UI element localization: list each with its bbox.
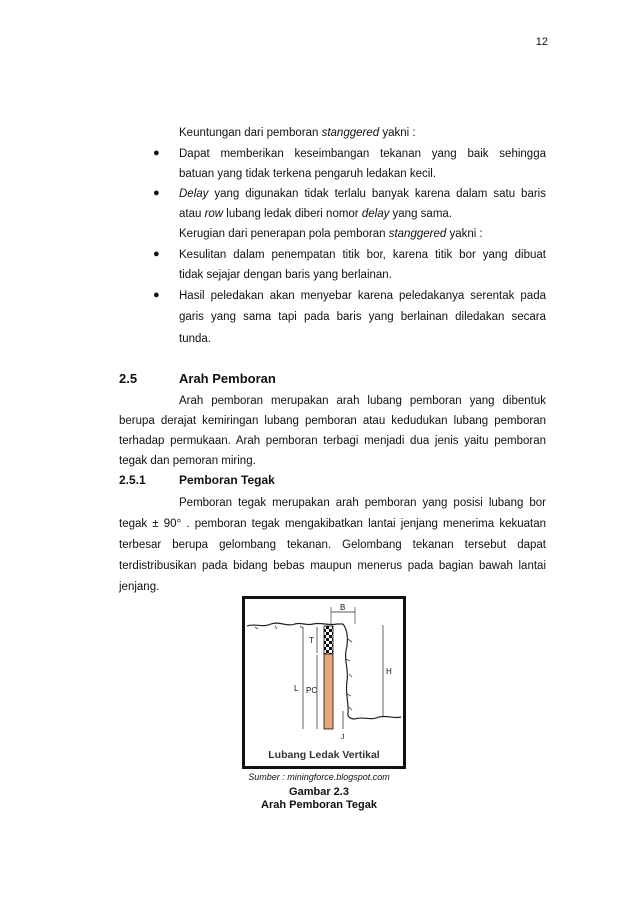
bullet2-line2 <box>179 206 452 222</box>
text: yakni : <box>446 228 483 240</box>
subsection-number: 2.5.1 <box>119 473 146 487</box>
figure-frame <box>242 596 406 769</box>
emphasis: row <box>204 208 224 220</box>
page-number: 12 <box>535 36 548 48</box>
subsection-title: Pemboran Tegak <box>179 473 275 487</box>
text: yang digunakan tidak terlalu banyak karena dalam satu baris <box>208 188 546 200</box>
subsection-line: Pemboran tegak merupakan arah pemboran yang posisi lubang bor <box>179 497 546 509</box>
ground-texture <box>255 626 327 629</box>
emphasis: stanggered <box>388 228 447 240</box>
stemming <box>324 626 333 654</box>
bullet-icon: ● <box>153 187 160 199</box>
bullet-icon: ● <box>153 147 160 159</box>
emphasis: Delay <box>179 188 209 200</box>
subsection-line: jenjang. <box>119 581 160 593</box>
bench-floor <box>355 716 401 719</box>
bullet1-line2: batuan yang tidak terkena pengaruh ledakan kecil. <box>179 168 437 180</box>
figure-title: Arah Pemboran Tegak <box>261 799 377 811</box>
bullet4-line2: garis yang sama tapi pada baris yang berlainan diledakan secara <box>179 311 546 323</box>
subsection-line: terbesar berupa gelombang tekanan. Gelombang tekanan tersebut dapat <box>119 539 546 551</box>
label-b: B <box>340 603 346 612</box>
disadvantages-intro <box>179 226 483 242</box>
section-line: tegak dan pemoran miring. <box>119 455 256 467</box>
bullet-icon: ● <box>153 248 160 260</box>
advantages-intro <box>179 125 416 141</box>
bullet1-line1: Dapat memberikan keseimbangan tekanan yang baik sehingga <box>179 148 546 160</box>
figure-source: Sumber : miningforce.blogspot.com <box>248 772 390 782</box>
bullet2-line1 <box>179 186 546 202</box>
emphasis: delay <box>361 208 390 220</box>
label-j: J <box>341 734 345 741</box>
bullet4-line1: Hasil peledakan akan menyebar karena peledakanya serentak pada <box>179 290 546 302</box>
text: yakni : <box>379 127 416 139</box>
label-l: L <box>294 684 299 693</box>
figure-inner-caption: Lubang Ledak Vertikal <box>268 749 380 761</box>
emphasis: stanggered <box>321 127 380 139</box>
figure-number: Gambar 2.3 <box>289 786 349 798</box>
text: lubang ledak diberi nomor <box>223 208 362 220</box>
section-number: 2.5 <box>119 371 138 386</box>
bullet-icon: ● <box>153 289 160 301</box>
label-h: H <box>386 667 392 676</box>
subsection-line: tegak ± 90° . pemboran tegak mengakibatkan lantai jenjang menerima kekuatan <box>119 518 546 530</box>
section-title: Arah Pemboran <box>179 371 276 386</box>
label-pc: PC <box>306 686 318 695</box>
text: atau <box>179 208 205 220</box>
section-line: berupa derajat kemiringan lubang pemboran atau kedudukan lubang pemboran <box>119 415 546 427</box>
bullet3-line1: Kesulitan dalam penempatan titik bor, karena titik bor yang dibuat <box>179 249 546 261</box>
powder-charge <box>324 654 333 729</box>
section-line: terhadap permukaan. Arah pemboran terbagi menjadi dua jenis yaitu pemboran <box>119 435 546 447</box>
label-t: T <box>309 636 314 645</box>
vertical-blasthole-diagram <box>245 599 403 766</box>
text: Keuntungan dari pemboran <box>179 127 322 139</box>
text: yang sama. <box>389 208 452 220</box>
bullet4-line3: tunda. <box>179 333 211 345</box>
text: Kerugian dari penerapan pola pemboran <box>179 228 389 240</box>
section-line: Arah pemboran merupakan arah lubang pemboran yang dibentuk <box>179 395 546 407</box>
subsection-line: terdistribusikan pada bidang bebas maupun menerus pada bagian bawah lantai <box>119 560 546 572</box>
bullet3-line2: tidak sejajar dengan baris yang berlainan. <box>179 269 392 281</box>
ground-surface <box>247 623 343 626</box>
bench-face <box>343 624 355 719</box>
